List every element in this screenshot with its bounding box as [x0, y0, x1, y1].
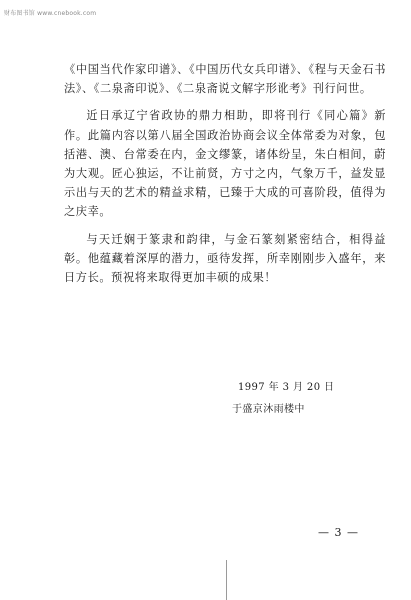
paragraph-2: 近日承辽宁省政协的鼎力相助，即将刊行《同心篇》新作。此篇内容以第八届全国政治协商会议全体常委为对象，包括港、澳、台常委在内，金文缪篆，诸体纷呈，朱白相间，蔚为大观。匠心独运，不让前贤，方寸之内，气象万千，益发显示出与天的艺术的精益求精，已臻于大成的可喜阶段，值得为之庆幸。 [64, 109, 386, 219]
scan-edge-mark [226, 560, 227, 600]
paragraph-3: 与天迁娴于篆隶和韵律，与金石篆刻紧密结合，相得益彰。他蕴藏着深厚的潜力，亟待发挥，所幸刚刚步入盛年，来日方长。预祝将来取得更加丰硕的成果！ [64, 232, 386, 285]
paragraph-1: 《中国当代作家印谱》、《中国历代女兵印谱》、《程与天金石书法》、《二泉斋印说》、《二泉斋说文解字形讹考》刊行问世。 [64, 63, 386, 96]
signature-place: 于盛京沐雨楼中 [232, 404, 305, 415]
signature-date: 1997 年 3 月 20 日 [238, 382, 335, 393]
body-text [64, 60, 386, 295]
page-number: — 3 — [318, 526, 359, 539]
watermark-text: 财布图书馆 www.cnebook.com [4, 10, 97, 17]
